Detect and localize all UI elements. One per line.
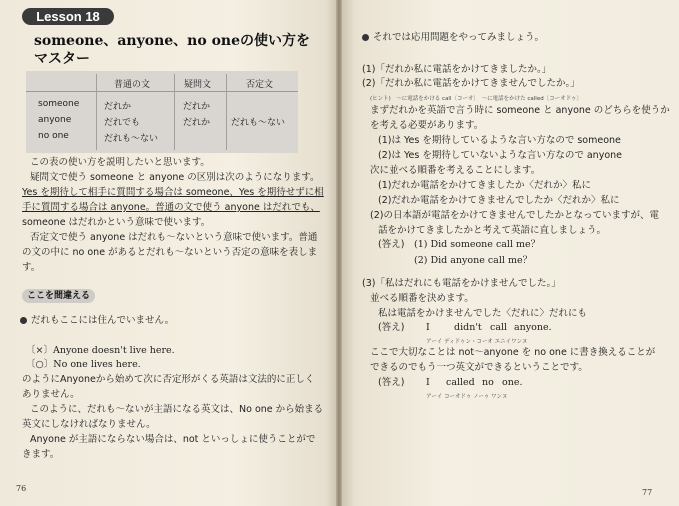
section-label: ここを間違える <box>22 289 95 303</box>
question-1: (1)「だれか私に電話をかけてきましたか。」 <box>362 64 552 75</box>
answer-3-word: I <box>426 322 430 333</box>
body-text: 話をかけてきましたかと考えて英語に直しましょう。 <box>378 225 607 236</box>
answer-4-word: I <box>426 377 430 388</box>
body-text: この表の使い方を説明したいと思います。 <box>30 157 210 168</box>
body-text: このように、だれも～ないが主語になる英文は、No one から始まる <box>30 404 324 415</box>
answer-2: (2) Did anyone call me？ <box>414 255 533 266</box>
table-header-question: 疑問文 <box>184 80 212 90</box>
table-cell-word: anyone <box>38 115 72 125</box>
lesson-badge: Lesson 18 <box>22 8 114 25</box>
body-text: の文の中に no one があるとだれも～ないという否定の意味を表しま <box>22 247 318 258</box>
wrong-example: 〔×〕Anyone doesn't live here. <box>26 345 175 356</box>
question-3: (3)「私はだれにも電話をかけませんでした。」 <box>362 278 561 289</box>
answer-4-word: one. <box>502 377 523 388</box>
body-text: 英文にしなければなりません。 <box>22 419 156 430</box>
usage-table <box>26 71 298 153</box>
answer-label: (答え) <box>378 322 405 333</box>
answer-3-word: anyone. <box>514 322 552 333</box>
body-text: someone はだれかという意味で使います。 <box>22 217 211 228</box>
answer-label: (答え) <box>378 239 405 250</box>
intro-text: それでは応用問題をやってみましょう。 <box>373 32 545 43</box>
intro-line <box>362 33 544 43</box>
body-text: のようにAnyoneから始めて次に否定形がくる英語は文法的に正しく <box>22 374 315 385</box>
body-text: 疑問文で使う someone と anyone の区別は次のようになります。 <box>30 172 320 183</box>
body-text: ありません。 <box>22 389 80 400</box>
answer-label: (答え) <box>378 377 405 388</box>
body-text: を考える必要があります。 <box>370 120 484 131</box>
table-col-divider <box>174 74 175 150</box>
answer-1: (1) Did someone call me？ <box>414 239 541 250</box>
body-text: 否定文で使う anyone はだれも～ないという意味で使います。普通 <box>30 232 318 243</box>
table-cell: だれか <box>183 102 211 112</box>
body-text: きます。 <box>22 449 60 460</box>
table-header-normal: 普通の文 <box>114 80 151 90</box>
body-text: (1)だれか電話をかけてきましたか〈だれか〉私に <box>378 180 591 191</box>
body-text: 並べる順番を決めます。 <box>370 293 474 304</box>
answer-4-word: no <box>482 377 494 388</box>
table-cell: だれか <box>104 102 132 112</box>
answer-3-word: didn't <box>454 322 482 333</box>
body-text: 私は電話をかけませんでした〈だれに〉だれにも <box>378 308 588 319</box>
body-text: 次に並べる順番を考えることにします。 <box>370 165 541 176</box>
left-page <box>0 0 336 506</box>
table-header-rule <box>26 91 298 92</box>
bullet-icon <box>362 34 369 41</box>
table-col-divider <box>96 74 97 150</box>
answer-4-word: called <box>446 377 475 388</box>
bullet-icon <box>20 317 27 324</box>
body-text: (2)だれか電話をかけてきませんでしたか〈だれか〉私に <box>378 195 620 206</box>
right-example: 〔○〕No one lives here. <box>26 359 141 370</box>
example-prompt-text: だれもここには住んでいません。 <box>31 315 175 326</box>
question-2: (2)「だれか私に電話をかけてきませんでしたか。」 <box>362 78 580 89</box>
answer-4-reading: アーイ コーオドゥ ノーゥ ワンヌ <box>426 394 508 400</box>
lesson-title-line1: someone、anyone、no oneの使い方を <box>34 33 310 49</box>
answer-3-word: call <box>490 322 508 333</box>
body-text: できるのでもう一つ英文ができるということです。 <box>370 362 588 373</box>
body-text: Anyone が主語にならない場合は、not といっしょに使うことがで <box>30 434 316 445</box>
body-text: (2)は Yes を期待していないような言い方なので anyone <box>378 150 622 161</box>
page-number-left: 76 <box>16 484 27 493</box>
table-header-negative: 否定文 <box>246 80 274 90</box>
page-number-right: 77 <box>642 488 653 497</box>
body-text: (2)の日本語が電話をかけてきませんでしたかとなっていますが、電 <box>370 210 659 221</box>
body-text: まずだれかを英語で言う時に someone と anyone のどちらを使うか <box>370 105 670 116</box>
table-cell: だれも～ない <box>104 134 159 144</box>
body-text: ここで大切なことは not～anyone を no one に書き換えることが <box>370 347 656 358</box>
table-cell-word: no one <box>38 131 69 141</box>
table-cell: だれも～ない <box>231 118 286 128</box>
body-text: Yes を期待して相手に質問する場合は someone、Yes を期待せずに相 <box>22 187 324 198</box>
body-text: 手に質問する場合は anyone。普通の文で使う anyone はだれでも、 <box>22 202 320 213</box>
table-cell-word: someone <box>38 99 80 109</box>
example-prompt <box>20 316 174 326</box>
body-text: (1)は Yes を期待しているような言い方なので someone <box>378 135 621 146</box>
hint-line: (ヒント) ～に電話をかける call〔コーオ〕 ～に電話をかけた called〔コーオドゥ〕 <box>370 96 582 102</box>
answer-3-reading: アーイ ディドゥン・コーオ エニイワンヌ <box>426 339 528 345</box>
table-cell: だれでも <box>104 118 141 128</box>
right-page <box>342 0 679 506</box>
body-text: す。 <box>22 262 41 273</box>
table-cell: だれか <box>183 118 211 128</box>
table-col-divider <box>226 74 227 150</box>
lesson-title-line2: マスター <box>34 51 90 67</box>
